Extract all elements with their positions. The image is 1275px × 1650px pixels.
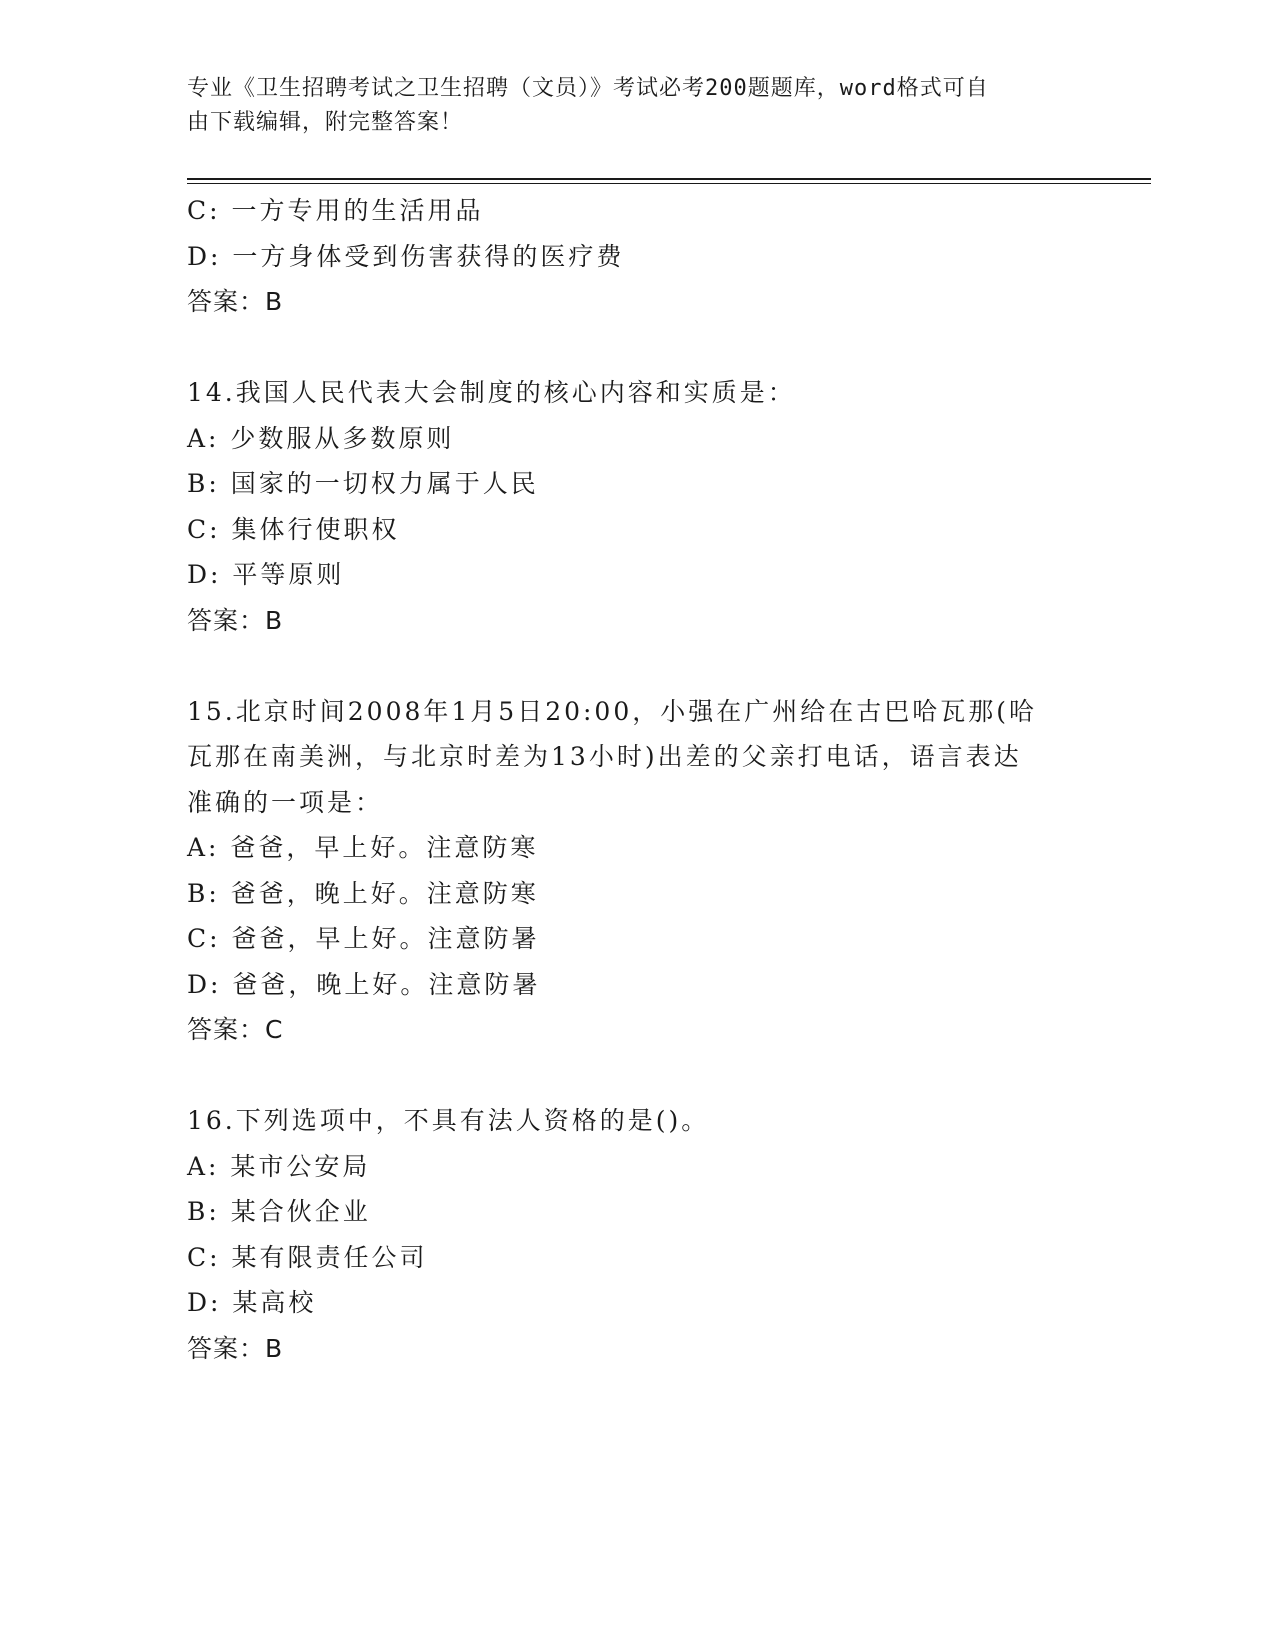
option-d: D: 某高校	[187, 1288, 317, 1317]
option-b: B: 某合伙企业	[187, 1197, 371, 1226]
option-a: A: 少数服从多数原则	[187, 423, 455, 453]
question-13-continued	[187, 188, 1087, 325]
spacer	[187, 643, 1087, 689]
answer: 答案：C	[187, 1015, 284, 1044]
answer: 答案：B	[187, 287, 284, 316]
option-c: C: 一方专用的生活用品	[187, 196, 484, 225]
option-d: D: 平等原则	[187, 560, 345, 589]
option-c: C: 集体行使职权	[187, 514, 400, 544]
spacer	[187, 325, 1087, 371]
document-header	[187, 72, 1067, 140]
option-c: C: 某有限责任公司	[187, 1242, 428, 1272]
question-text: 16.下列选项中，不具有法人资格的是()。	[187, 1106, 710, 1135]
answer: 答案：B	[187, 1333, 284, 1363]
question-15	[187, 689, 1087, 1053]
option-d: D: 爸爸，晚上好。注意防暑	[187, 969, 541, 999]
header-line-1: 专业《卫生招聘考试之卫生招聘（文员）》考试必考200题题库，word格式可自	[187, 76, 989, 101]
spacer	[187, 1053, 1087, 1099]
option-d: D: 一方身体受到伤害获得的医疗费	[187, 241, 625, 271]
question-14	[187, 370, 1087, 643]
option-a: A: 某市公安局	[187, 1151, 371, 1181]
header-divider-thick	[187, 178, 1151, 180]
question-list	[187, 188, 1087, 1371]
option-a: A: 爸爸，早上好。注意防寒	[187, 833, 539, 862]
header-line-2: 由下载编辑，附完整答案！	[187, 110, 464, 135]
option-c: C: 爸爸，早上好。注意防暑	[187, 924, 540, 953]
question-text: 14.我国人民代表大会制度的核心内容和实质是：	[187, 378, 796, 407]
question-text-line-3: 准确的一项是：	[187, 787, 384, 817]
question-16	[187, 1098, 1087, 1371]
question-text-line-1: 15.北京时间2008年1月5日20:00，小强在广州给在古巴哈瓦那(哈	[187, 696, 1037, 726]
question-text-line-2: 瓦那在南美洲，与北京时差为13小时)出差的父亲打电话，语言表达	[187, 742, 1022, 771]
answer: 答案：B	[187, 605, 284, 635]
header-divider-thin	[187, 183, 1151, 184]
option-b: B: 爸爸，晚上好。注意防寒	[187, 878, 539, 908]
option-b: B: 国家的一切权力属于人民	[187, 469, 539, 498]
